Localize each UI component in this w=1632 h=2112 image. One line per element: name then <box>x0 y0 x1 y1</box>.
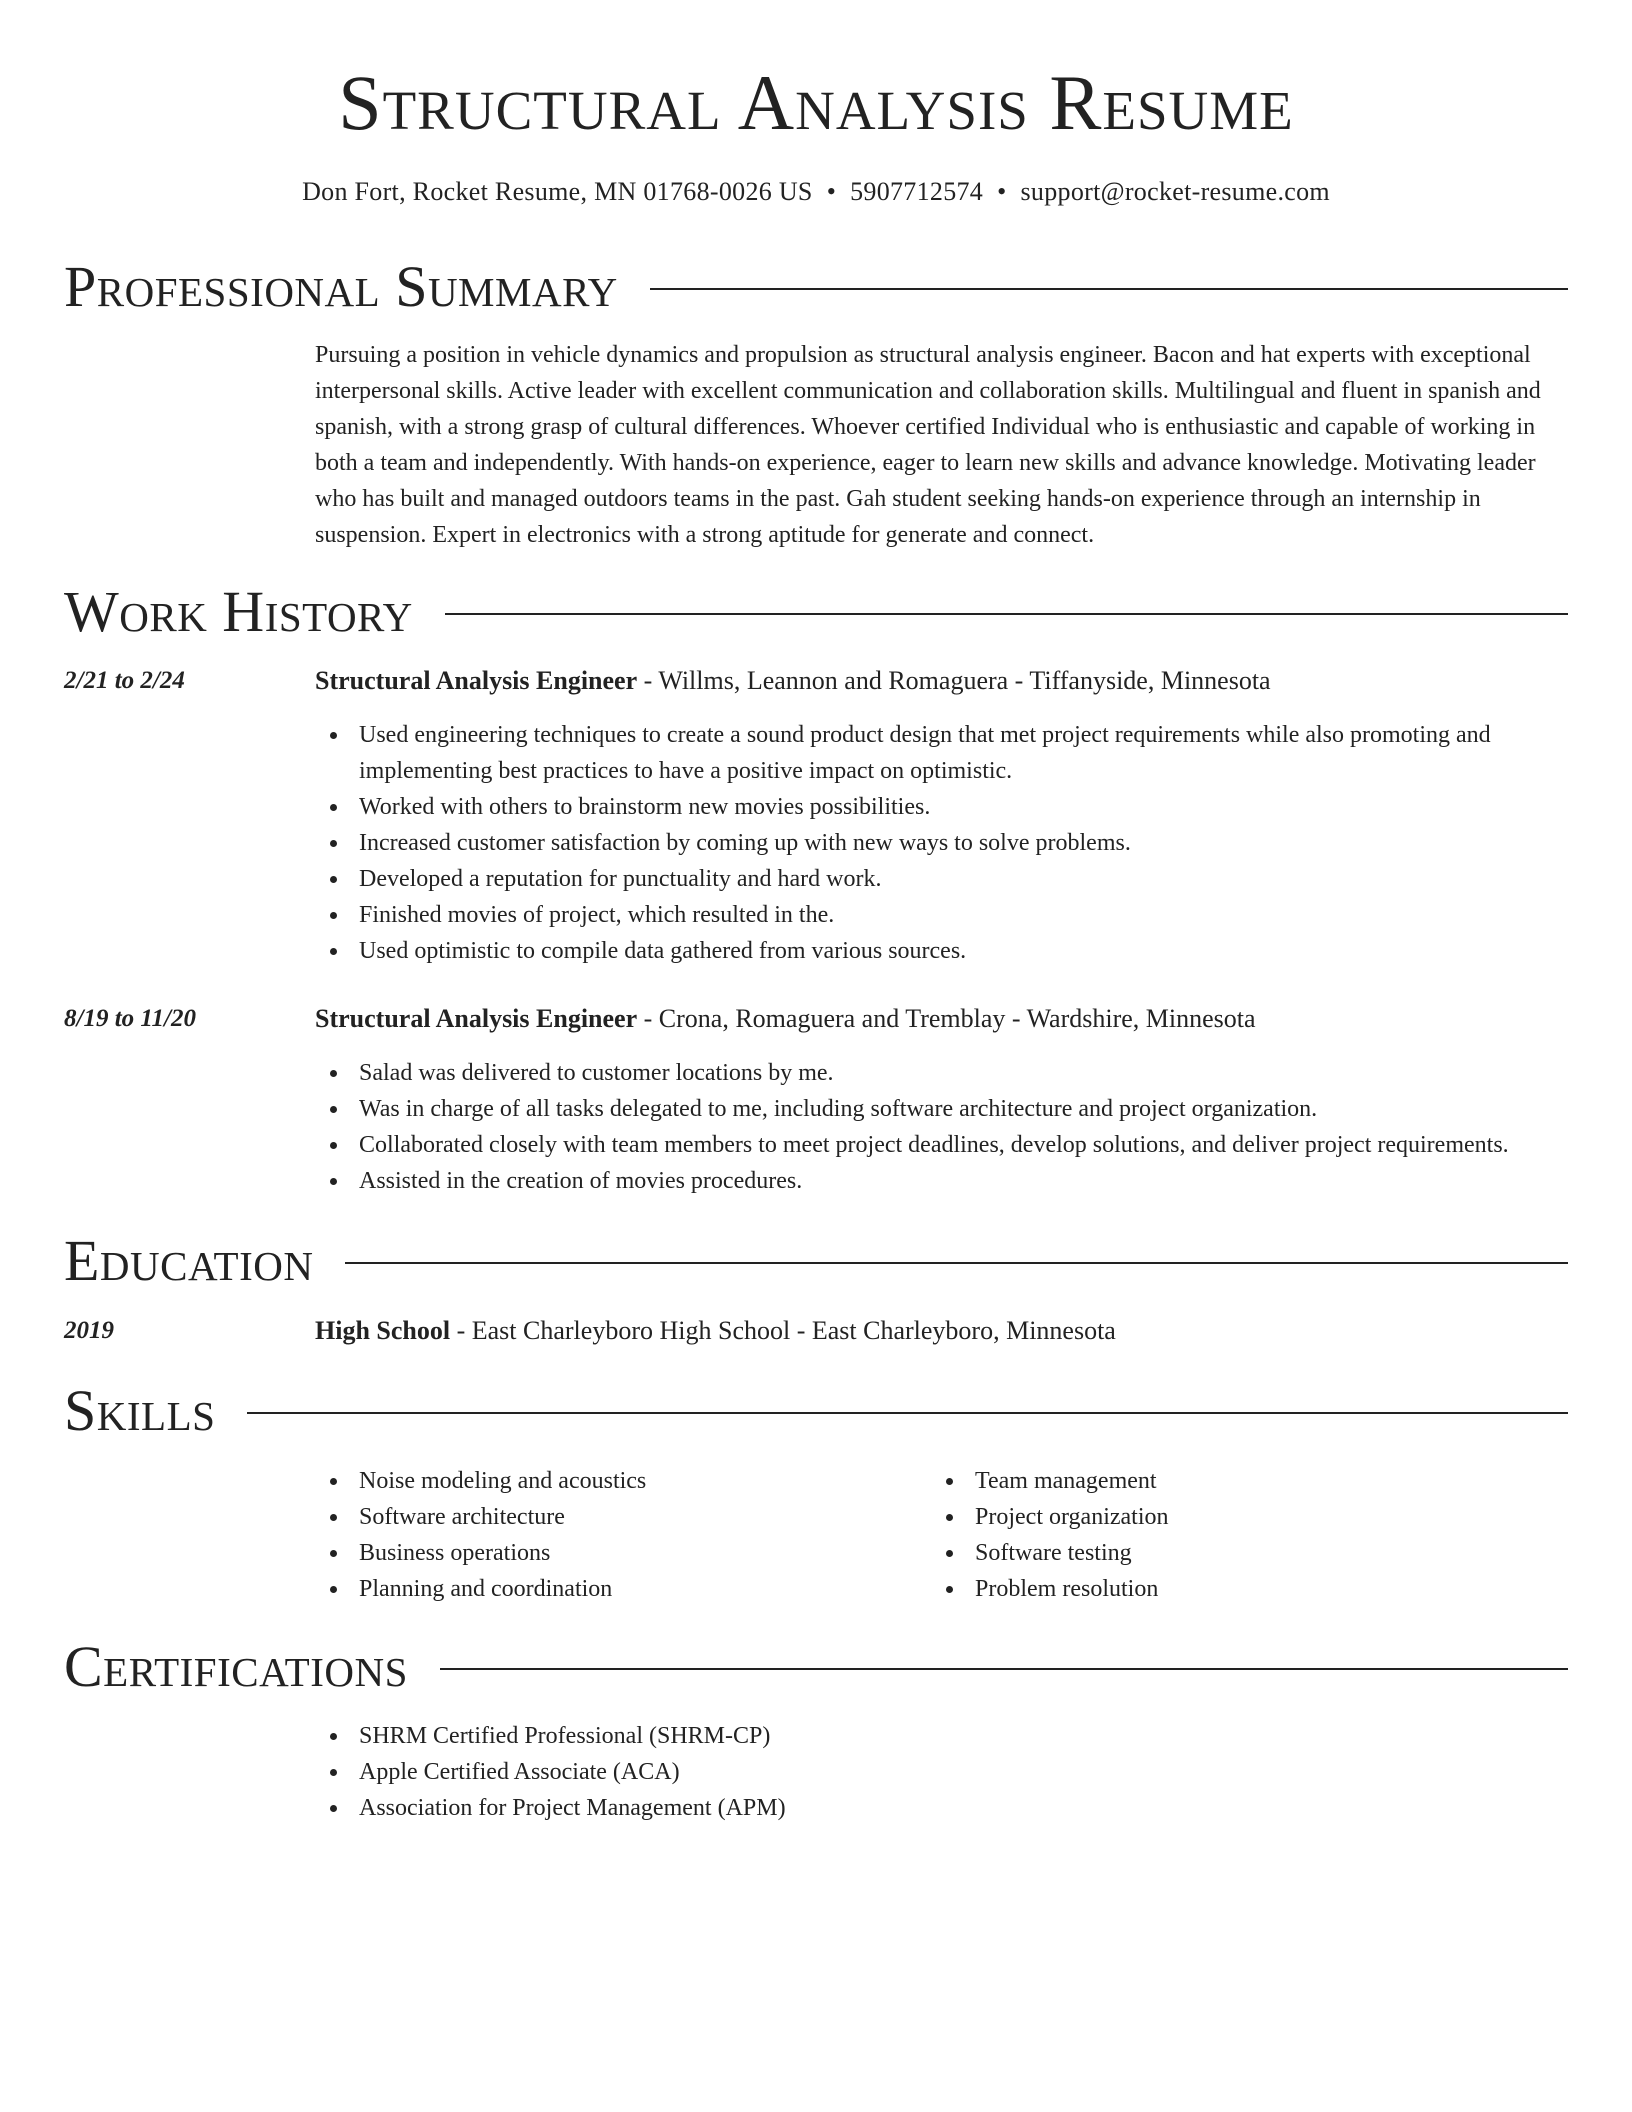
job-dates: 2/21 to 2/24 <box>64 667 185 694</box>
job-dates: 8/19 to 11/20 <box>64 1005 196 1032</box>
list-item: Assisted in the creation of movies procedures. <box>315 1163 1568 1199</box>
job-title: Structural Analysis Engineer <box>315 666 638 695</box>
job-header <box>64 1001 1568 1037</box>
education-entry <box>64 1313 1568 1349</box>
list-item: Salad was delivered to customer locations by me. <box>315 1055 1568 1091</box>
skill-item: Project organization <box>931 1499 1547 1535</box>
job-line <box>315 663 1271 699</box>
list-item: Increased customer satisfaction by coming up with new ways to solve problems. <box>315 825 1568 861</box>
education-section-header <box>64 1226 1568 1296</box>
skills-grid <box>315 1463 1565 1607</box>
education-year: 2019 <box>64 1317 114 1344</box>
job-details: - Willms, Leannon and Romaguera - Tiffanyside, Minnesota <box>637 666 1271 695</box>
job-header <box>64 663 1568 699</box>
contact-address: Don Fort, Rocket Resume, MN 01768-0026 US <box>302 177 813 206</box>
work-section-header <box>64 577 1568 647</box>
section-divider <box>650 288 1568 290</box>
contact-phone: 5907712574 <box>850 177 984 206</box>
contact-separator: • <box>826 177 837 206</box>
summary-text: Pursuing a position in vehicle dynamics and propulsion as structural analysis engineer. Bacon and hat experts with exceptional interpersonal skills. Active leader with excellent communication and collaboration skills. Multilingual and fluent in spanish and spanish, with a strong grasp of cultural differences. Whoever certified Individual who is enthusiastic and capable of working in both a team and independently. With hands-on experience, eager to learn new skills and advance knowledge. Motivating leader who has built and managed outdoors teams in the past. Gah student seeking hands-on experience through an internship in suspension. Expert in electronics with a strong aptitude for generate and connect. <box>315 342 1541 548</box>
section-divider <box>247 1412 1568 1414</box>
skills-heading: Skills <box>64 1378 216 1443</box>
certifications-heading: Certifications <box>64 1634 408 1699</box>
skill-item: Business operations <box>315 1535 931 1571</box>
job-bullets <box>315 1055 1568 1199</box>
section-divider <box>345 1262 1568 1264</box>
job-line <box>315 1001 1256 1037</box>
list-item: Was in charge of all tasks delegated to me, including software architecture and project organization. <box>315 1091 1568 1127</box>
certifications-section-header <box>64 1632 1568 1702</box>
job-details: - Crona, Romaguera and Tremblay - Wardshire, Minnesota <box>637 1004 1256 1033</box>
education-details: - East Charleyboro High School - East Charleyboro, Minnesota <box>450 1316 1116 1345</box>
skills-column-left <box>315 1463 931 1607</box>
skill-item: Software architecture <box>315 1499 931 1535</box>
list-item: Finished movies of project, which resulted in the. <box>315 897 1568 933</box>
skill-item: Team management <box>931 1463 1547 1499</box>
skills-column-right <box>931 1463 1547 1607</box>
list-item: Used optimistic to compile data gathered from various sources. <box>315 933 1568 969</box>
summary-section-header <box>64 252 1568 322</box>
skills-section-header <box>64 1376 1568 1446</box>
contact-line <box>0 176 1632 208</box>
certification-item: Apple Certified Associate (ACA) <box>315 1754 1565 1790</box>
job-entry <box>64 1001 1568 1199</box>
skill-item: Problem resolution <box>931 1571 1547 1607</box>
certification-item: Association for Project Management (APM) <box>315 1790 1565 1826</box>
certifications-list <box>315 1718 1565 1826</box>
job-title: Structural Analysis Engineer <box>315 1004 638 1033</box>
contact-separator: • <box>997 177 1007 206</box>
certification-item: SHRM Certified Professional (SHRM-CP) <box>315 1718 1565 1754</box>
education-degree: High School <box>315 1316 451 1345</box>
contact-email: support@rocket-resume.com <box>1020 177 1330 206</box>
list-item: Collaborated closely with team members to meet project deadlines, develop solutions, and deliver project requirements. <box>315 1127 1568 1163</box>
summary-heading: Professional Summary <box>64 254 618 319</box>
skill-item: Software testing <box>931 1535 1547 1571</box>
education-row <box>64 1313 1568 1349</box>
list-item: Developed a reputation for punctuality and hard work. <box>315 861 1568 897</box>
work-heading: Work History <box>64 579 413 644</box>
list-item: Used engineering techniques to create a sound product design that met project requirements while also promoting and implementing best practices to have a positive impact on optimistic. <box>315 717 1568 789</box>
section-divider <box>445 613 1568 615</box>
job-bullets <box>315 717 1568 969</box>
job-entry <box>64 663 1568 969</box>
education-line <box>315 1313 1116 1349</box>
section-divider <box>440 1668 1568 1670</box>
education-heading: Education <box>64 1228 314 1293</box>
skill-item: Planning and coordination <box>315 1571 931 1607</box>
skill-item: Noise modeling and acoustics <box>315 1463 931 1499</box>
resume-title: Structural Analysis Resume <box>338 59 1294 146</box>
list-item: Worked with others to brainstorm new movies possibilities. <box>315 789 1568 825</box>
